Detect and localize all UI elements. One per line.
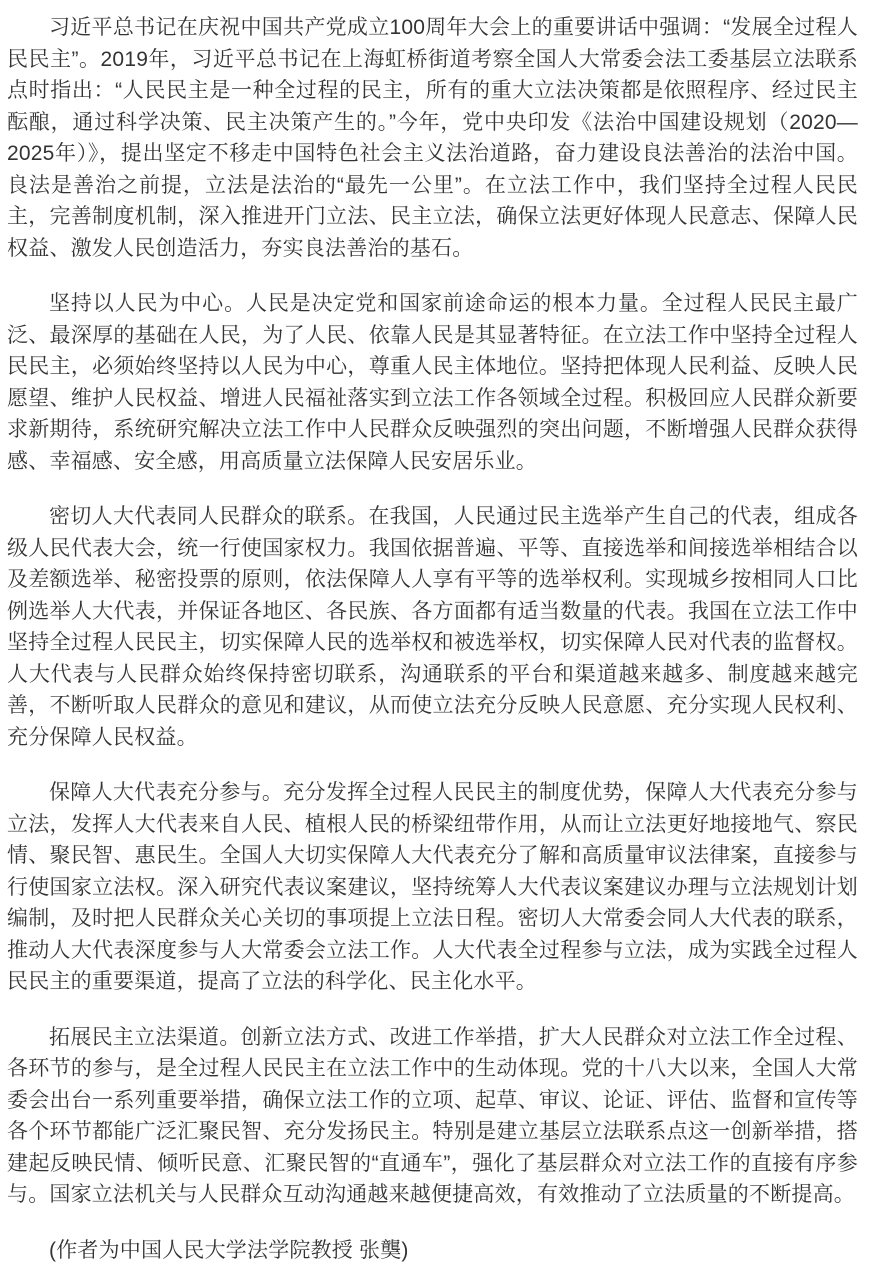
article-paragraph-4: 保障人大代表充分参与。充分发挥全过程人民民主的制度优势，保障人大代表充分参与立法，发挥人大代表来自人民、植根人民的桥梁纽带作用，从而让立法更好地接地气、察民情、聚民智、惠民生。全国人大切实保障人大代表充分了解和高质量审议法律案，直接参与行使国家立法权。深入研究代表议案建议，坚持统筹人大代表议案建议办理与立法规划计划编制，及时把人民群众关心关切的事项提上立法日程。密切人大常委会同人大代表的联系，推动人大代表深度参与人大常委会立法工作。人大代表全过程参与立法，成为实践全过程人民民主的重要渠道，提高了立法的科学化、民主化水平。	[7, 781, 858, 993]
article-paragraph-2: 坚持以人民为中心。人民是决定党和国家前途命运的根本力量。全过程人民民主最广泛、最深厚的基础在人民，为了人民、依靠人民是其显著特征。在立法工作中坚持全过程人民民主，必须始终坚持以人民为中心，尊重人民主体地位。坚持把体现人民利益、反映人民愿望、维护人民权益、增进人民福祉落实到立法工作各领域全过程。积极回应人民群众新要求新期待，系统研究解决立法工作中人民群众反映强烈的突出问题，不断增强人民群众获得感、幸福感、安全感，用高质量立法保障人民安居乐业。	[7, 292, 858, 473]
article-paragraph-3: 密切人大代表同人民群众的联系。在我国，人民通过民主选举产生自己的代表，组成各级人民代表大会，统一行使国家权力。我国依据普遍、平等、直接选举和间接选举相结合以及差额选举、秘密投票的原则，依法保障人人享有平等的选举权利。实现城乡按相同人口比例选举人大代表，并保证各地区、各民族、各方面都有适当数量的代表。我国在立法工作中坚持全过程人民民主，切实保障人民的选举权和被选举权，切实保障人民对代表的监督权。人大代表与人民群众始终保持密切联系，沟通联系的平台和渠道越来越多、制度越来越完善，不断听取人民群众的意见和建议，从而使立法充分反映人民意愿、充分实现人民权利、充分保障人民权益。	[7, 505, 858, 749]
article-paragraph-1: 习近平总书记在庆祝中国共产党成立100周年大会上的重要讲话中强调：“发展全过程人民民主”。2019年，习近平总书记在上海虹桥街道考察全国人大常委会法工委基层立法联系点时指出：“人民民主是一种全过程的民主，所有的重大立法决策都是依照程序、经过民主酝酿，通过科学决策、民主决策产生的。”今年，党中央印发《法治中国建设规划（2020—2025年）》，提出坚定不移走中国特色社会主义法治道路，奋力建设良法善治的法治中国。良法是善治之前提，立法是法治的“最先一公里”。在立法工作中，我们坚持全过程人民民主，完善制度机制，深入推进开门立法、民主立法，确保立法更好体现人民意志、保障人民权益、激发人民创造活力，夯实良法善治的基石。	[7, 16, 858, 260]
author-note: (作者为中国人民大学法学院教授 张龑)	[49, 1238, 409, 1262]
article-paragraph-5: 拓展民主立法渠道。创新立法方式、改进工作举措，扩大人民群众对立法工作全过程、各环节的参与，是全过程人民民主在立法工作中的生动体现。党的十八大以来，全国人大常委会出台一系列重要举措，确保立法工作的立项、起草、审议、论证、评估、监督和宣传等各个环节都能广泛汇聚民智、充分发扬民主。特别是建立基层立法联系点这一创新举措，搭建起反映民情、倾听民意、汇聚民智的“直通车”，强化了基层群众对立法工作的直接有序参与。国家立法机关与人民群众互动沟通越来越便捷高效，有效推动了立法质量的不断提高。	[7, 1025, 858, 1206]
